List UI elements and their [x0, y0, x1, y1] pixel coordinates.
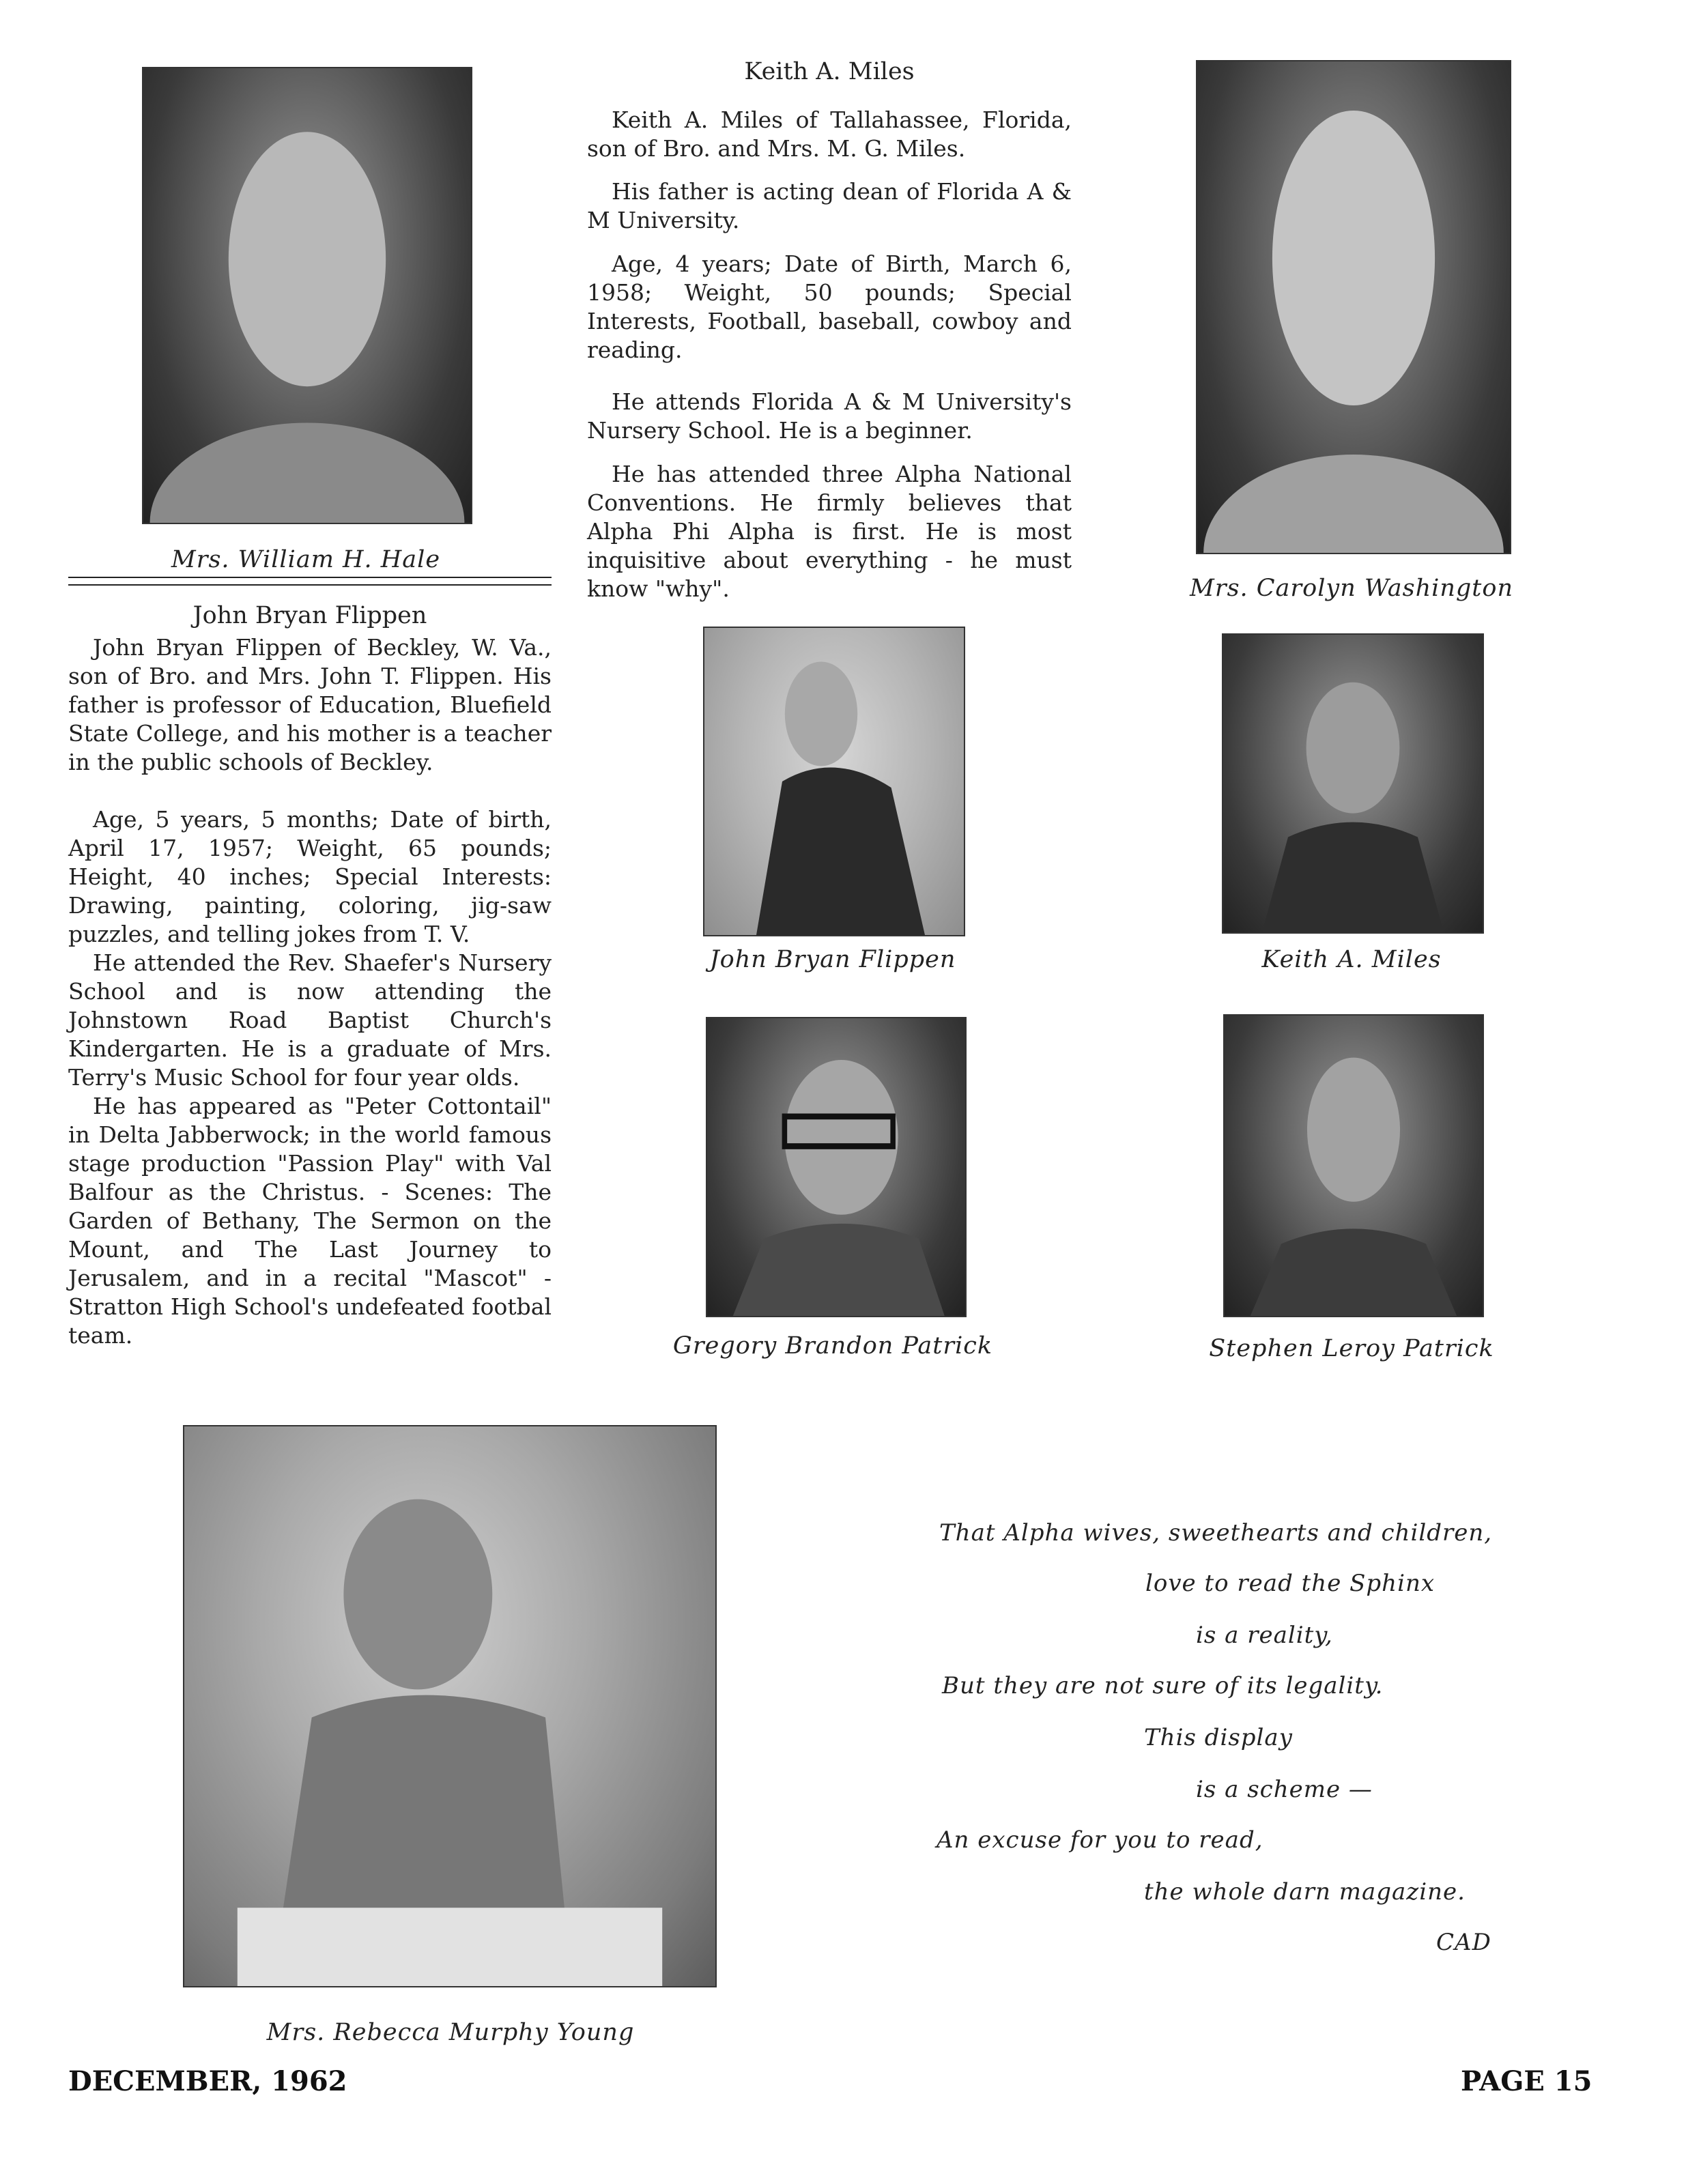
flippen-paragraph-3: He attended the Rev. Shaefer's Nursery School and is now attending the Johnstown Road Baptist Church's Kindergarten. He is a graduate of Mrs. Terry's Music School for four year olds.: [68, 949, 552, 1091]
caption-keith-a-miles: Keith A. Miles: [1261, 946, 1442, 973]
poem-line-4: But they are not sure of its legality.: [942, 1672, 1384, 1699]
poem-line-1: That Alpha wives, sweethearts and children,: [939, 1519, 1493, 1547]
miles-paragraph-5: He has attended three Alpha National Conventions. He firmly believes that Alpha Phi Alpha is first. He is most inquisitive about everything - he must know "why".: [587, 461, 1072, 602]
poem-line-3: is a reality,: [1196, 1622, 1333, 1649]
photo-mrs-rebecca-murphy-young: [183, 1425, 717, 1987]
poem-signature: CAD: [1436, 1929, 1491, 1956]
divider-rule-bottom: [68, 584, 552, 586]
photo-gregory-brandon-patrick: [706, 1017, 967, 1317]
miles-paragraph-3: Age, 4 years; Date of Birth, March 6, 1958; Weight, 50 pounds; Special Interests, Football, baseball, cowboy and reading.: [587, 250, 1072, 363]
photo-stephen-leroy-patrick: [1223, 1014, 1484, 1317]
caption-john-bryan-flippen: John Bryan Flippen: [709, 946, 956, 973]
photo-keith-a-miles: [1222, 633, 1484, 934]
miles-article-title: Keith A. Miles: [744, 58, 915, 85]
caption-stephen-leroy-patrick: Stephen Leroy Patrick: [1209, 1335, 1494, 1362]
poem-line-5: This display: [1144, 1724, 1293, 1751]
flippen-paragraph-1: John Bryan Flippen of Beckley, W. Va., son of Bro. and Mrs. John T. Flippen. His father is professor of Education, Bluefield State College, and his mother is a teacher in the public schools of Beckley.: [68, 634, 552, 775]
footer-date: DECEMBER, 1962: [68, 2065, 347, 2097]
poem-line-8: the whole darn magazine.: [1144, 1878, 1466, 1906]
flippen-paragraph-2: Age, 5 years, 5 months; Date of birth, April 17, 1957; Weight, 65 pounds; Height, 40 inches; Special Interests: Drawing, painting, coloring, jig-saw puzzles, and telling jokes from T. V.: [68, 806, 552, 947]
poem-line-6: is a scheme —: [1196, 1776, 1373, 1803]
caption-mrs-carolyn-washington: Mrs. Carolyn Washington: [1190, 575, 1513, 602]
divider-rule-top: [68, 577, 552, 578]
poem-line-2: love to read the Sphinx: [1145, 1570, 1435, 1597]
caption-mrs-rebecca-murphy-young: Mrs. Rebecca Murphy Young: [266, 2019, 635, 2046]
poem-line-7: An excuse for you to read,: [937, 1826, 1263, 1854]
footer-page-number: PAGE 15: [1461, 2065, 1592, 2097]
flippen-article-title: John Bryan Flippen: [192, 602, 427, 629]
miles-paragraph-4: He attends Florida A & M University's Nursery School. He is a beginner.: [587, 388, 1072, 444]
miles-paragraph-1: Keith A. Miles of Tallahassee, Florida, son of Bro. and Mrs. M. G. Miles.: [587, 106, 1072, 162]
caption-gregory-brandon-patrick: Gregory Brandon Patrick: [672, 1332, 993, 1360]
photo-mrs-william-h-hale: [142, 67, 472, 524]
photo-john-bryan-flippen: [703, 627, 965, 936]
caption-mrs-william-h-hale: Mrs. William H. Hale: [171, 546, 441, 573]
miles-paragraph-2: His father is acting dean of Florida A & M University.: [587, 178, 1072, 233]
flippen-paragraph-4: He has appeared as "Peter Cottontail" in Delta Jabberwock; in the world famous stage production "Passion Play" with Val Balfour as the Christus. - Scenes: The Garden of Bethany, The Sermon on the Mount, and The Last Journey to Jerusalem, and in a recital "Mascot" - Stratton High School's undefeated footbal team.: [68, 1093, 552, 1349]
photo-mrs-carolyn-washington: [1196, 60, 1511, 554]
